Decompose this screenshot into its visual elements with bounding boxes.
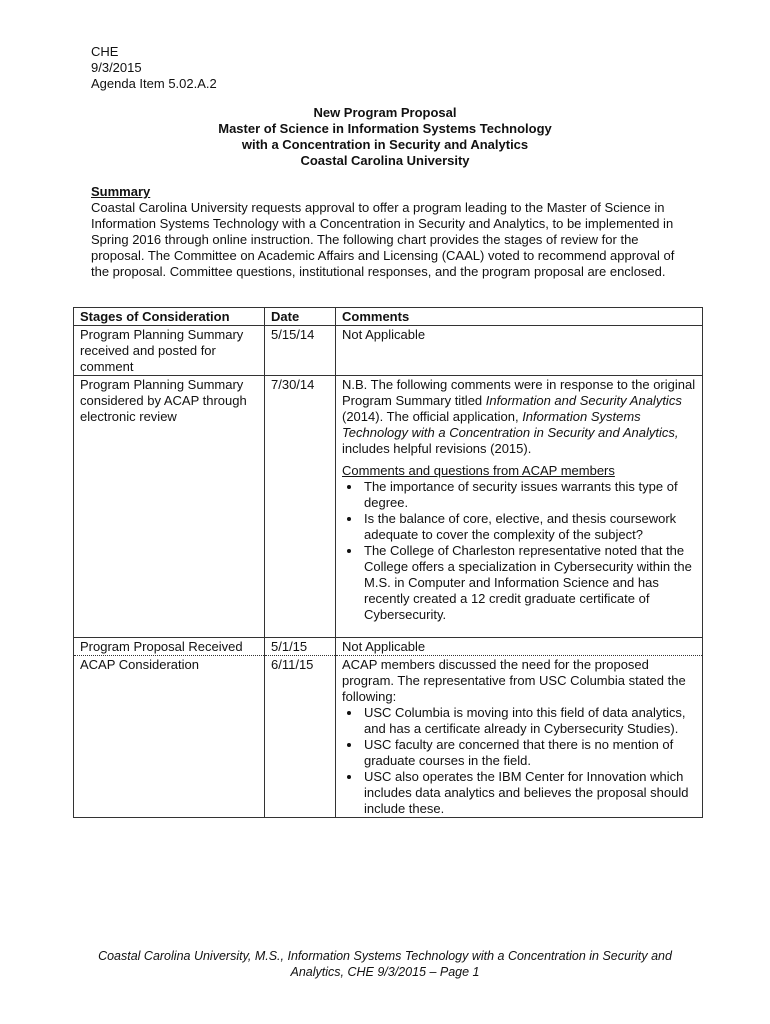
comment-cell: Not Applicable <box>336 638 703 656</box>
stage-cell: Program Planning Summary considered by ACAP through electronic review <box>74 376 265 638</box>
title-line-3: with a Concentration in Security and Analytics <box>241 137 529 152</box>
stage-cell: Program Proposal Received <box>74 638 265 656</box>
list-item: • USC Columbia is moving into this field of data analytics, and has a certificate already in Cybersecurity Studies). <box>362 705 696 737</box>
table-header-row <box>74 308 703 326</box>
date-cell: 6/11/15 <box>265 656 336 818</box>
acap-intro: ACAP members discussed the need for the proposed program. The representative from USC Columbia stated the following: <box>342 657 686 704</box>
list-item: • The College of Charleston representative noted that the College offers a specialization in Cybersecurity within the M.S. in Computer and Information Science and has recently created a 12 credit graduate certificate of Cybersecurity. <box>362 543 696 623</box>
header-comments: Comments <box>336 308 703 326</box>
table-row <box>74 638 703 656</box>
acap-comments-list <box>342 479 696 623</box>
title-line-2: Master of Science in Information Systems Technology <box>218 121 552 136</box>
summary-paragraph: Coastal Carolina University requests approval to offer a program leading to the Master of Science in Information Systems Technology with a Concentration in Security and Analytics, to be implemented in Spring 2016 through online instruction. The following chart provides the stages of review for the proposal. The Committee on Academic Affairs and Licensing (CAAL) voted to recommend approval of the proposal. Committee questions, institutional responses, and the program proposal are enclosed. <box>91 200 675 279</box>
document-header <box>91 44 217 92</box>
footer-line-2: Analytics, CHE 9/3/2015 – Page 1 <box>290 965 480 979</box>
nb-paragraph <box>342 377 696 457</box>
stage-cell: Program Planning Summary received and posted for comment <box>74 326 265 376</box>
header-stages: Stages of Consideration <box>74 308 265 326</box>
usc-comments-list <box>342 705 696 817</box>
date-cell: 5/1/15 <box>265 638 336 656</box>
header-agenda-item: Agenda Item 5.02.A.2 <box>91 76 217 91</box>
header-date: Date <box>265 308 336 326</box>
footer-line-1: Coastal Carolina University, M.S., Information Systems Technology with a Concentration in Security and <box>98 949 672 963</box>
nb-text: includes helpful revisions (2015). <box>342 441 532 456</box>
summary-heading: Summary <box>91 184 151 199</box>
document-title <box>0 105 770 169</box>
header-agency: CHE <box>91 44 119 59</box>
acap-comments-subheading: Comments and questions from ACAP members <box>342 463 615 478</box>
date-cell: 5/15/14 <box>265 326 336 376</box>
list-item: • USC faculty are concerned that there is no mention of graduate courses in the field. <box>362 737 696 769</box>
official-title: Information Systems Technology with a Concentration in Security and Analytics, <box>342 409 679 440</box>
date-cell: 7/30/14 <box>265 376 336 638</box>
table-row <box>74 376 703 638</box>
comment-cell: Not Applicable <box>336 326 703 376</box>
title-line-4: Coastal Carolina University <box>300 153 470 168</box>
nb-text: (2014). The official application, <box>342 409 523 424</box>
stage-cell: ACAP Consideration <box>74 656 265 818</box>
list-item: • Is the balance of core, elective, and thesis coursework adequate to cover the complexity of the subject? <box>362 511 696 543</box>
title-line-1: New Program Proposal <box>313 105 457 120</box>
table-row <box>74 326 703 376</box>
original-title: Information and Security Analytics <box>485 393 682 408</box>
list-item: • The importance of security issues warrants this type of degree. <box>362 479 696 511</box>
page-footer <box>80 948 690 980</box>
comment-cell <box>336 376 703 638</box>
nb-text: N.B. The following comments were in response to the original Program Summary titled <box>342 377 696 408</box>
list-item: • USC also operates the IBM Center for Innovation which includes data analytics and believes the proposal should include these. <box>362 769 696 817</box>
table-row <box>74 656 703 818</box>
stages-table <box>73 307 703 818</box>
header-date: 9/3/2015 <box>91 60 142 75</box>
comment-cell <box>336 656 703 818</box>
